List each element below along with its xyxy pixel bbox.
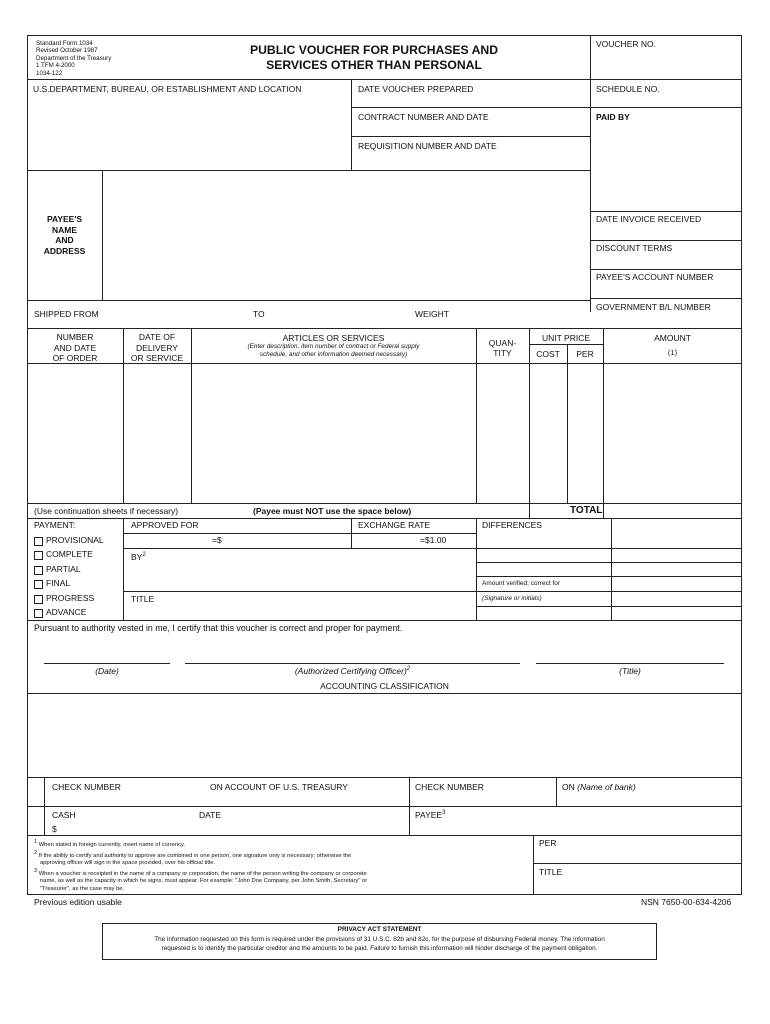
form-info-line: 1 TFM 4-2000: [36, 62, 75, 70]
check-number-label-2: CHECK NUMBER: [415, 782, 484, 792]
footnote-num: 1: [34, 839, 38, 845]
col-articles-label: ARTICLES OR SERVICES: [282, 333, 385, 343]
provisional-label: PROVISIONAL: [46, 535, 104, 545]
discount-terms-label: DISCOUNT TERMS: [596, 243, 673, 253]
date-invoice-label: DATE INVOICE RECEIVED: [596, 214, 702, 224]
privacy-line-2: requested is to identify the particular creditor and the amounts to be paid. Failure to furnish this information will hinder discharge of the payment obligation.: [161, 945, 598, 952]
continuation-note: (Use continuation sheets if necessary): [34, 506, 179, 516]
to-label: TO: [253, 309, 265, 319]
col-date-header: [123, 332, 191, 364]
payment-title-label: TITLE: [131, 594, 155, 604]
col-date-line: OR SERVICE: [130, 353, 184, 363]
amount-note: (1): [667, 348, 678, 357]
payment-label: PAYMENT:: [34, 520, 76, 530]
form-title-line1: PUBLIC VOUCHER FOR PURCHASES AND: [249, 43, 499, 57]
col-number-header: [27, 332, 123, 364]
footnote-line: When stated in foreign currently, insert name of currency.: [38, 841, 186, 848]
form-info-line: 1034-122: [36, 69, 63, 77]
schedule-no-label: SCHEDULE NO.: [596, 84, 660, 94]
exchange-rate-label: EXCHANGE RATE: [358, 520, 431, 530]
footnote-line: name, as well as the capacity in which he signs, must appear. For example: "John Doe Company, per John Smith, Secretary" or: [40, 878, 368, 885]
previous-edition-note: Previous edition usable: [34, 897, 122, 907]
payee-label-line: AND: [55, 235, 74, 245]
form-info-line: Department of the Treasury: [36, 54, 112, 62]
col-qty-line: QUAN-: [488, 338, 517, 348]
partial-label: PARTIAL: [46, 564, 81, 574]
footnote-num: 2: [34, 850, 38, 856]
contract-label: CONTRACT NUMBER AND DATE: [358, 112, 489, 122]
col-articles-note: [191, 343, 476, 359]
complete-checkbox[interactable]: [34, 551, 43, 560]
unit-price-header: UNIT PRICE: [541, 333, 591, 343]
col-number-line: OF ORDER: [52, 353, 98, 363]
department-label: U.S.DEPARTMENT, BUREAU, OR ESTABLISHMENT AND LOCATION: [33, 84, 302, 94]
payee-account-label: PAYEE'S ACCOUNT NUMBER: [596, 272, 714, 282]
officer-signature-field[interactable]: [185, 648, 520, 662]
shipped-from-label: SHIPPED FROM: [34, 309, 99, 319]
form-info-line: Standard Form 1034: [36, 40, 93, 47]
per-header: PER: [576, 349, 594, 359]
footnote-1: [34, 839, 185, 849]
requisition-label: REQUISITION NUMBER AND DATE: [358, 141, 497, 151]
check-payee-sup: 3: [442, 810, 446, 816]
bank-name-caption: (Name of bank): [577, 782, 636, 792]
col-number-line: AND DATE: [53, 342, 97, 353]
col-articles-note-line: (Enter description, item number of contract or Federal supply: [247, 343, 420, 350]
accounting-classification-label: ACCOUNTING CLASSIFICATION: [320, 681, 449, 691]
payee-label-line: PAYEE'S: [46, 214, 83, 224]
footnote-line: approving officer will sign in the space provided, over his official title.: [40, 860, 216, 867]
final-checkbox[interactable]: [34, 580, 43, 589]
final-label: FINAL: [46, 578, 71, 588]
amount-header: AMOUNT: [654, 333, 691, 343]
title-signature-field[interactable]: [536, 648, 724, 662]
total-label: TOTAL: [570, 505, 603, 516]
complete-label: COMPLETE: [46, 549, 93, 559]
approved-for-label: APPROVED FOR: [131, 520, 199, 530]
date-signature-field[interactable]: [44, 648, 170, 662]
privacy-line-1: The information requested on this form is required under the provisions of 31 U.S.C. 82b and 82c, for the purpose of disbursing Federal money. The information: [154, 936, 605, 943]
check-date-label: DATE: [199, 810, 222, 820]
check-number-label: CHECK NUMBER: [52, 782, 121, 792]
col-date-line: DELIVERY: [136, 342, 178, 353]
col-date-line: DATE OF: [138, 332, 176, 342]
check-payee-label: PAYEE: [415, 809, 443, 820]
footnote-line: If the ability to certify and authority to approve are combined in one person, one signature only is necessary; otherwise the: [38, 852, 352, 859]
paid-by-label: PAID BY: [596, 112, 630, 122]
amount-verified-label: Amount verified; correct for: [482, 580, 561, 587]
nsn-number: NSN 7650-00-634-4206: [641, 897, 732, 907]
footnote-line: "Treasurer", as the case may be.: [40, 885, 125, 892]
footnote-3: [34, 868, 367, 893]
cash-dollar-sign: $: [52, 824, 57, 834]
advance-label: ADVANCE: [46, 607, 87, 617]
voucher-no-label: VOUCHER NO.: [596, 39, 656, 49]
certification-statement: Pursuant to authority vested in me, I certify that this voucher is correct and proper for payment.: [34, 623, 403, 633]
footnote-num: 3: [34, 868, 38, 874]
privacy-title: PRIVACY ACT STATEMENT: [337, 926, 422, 933]
payee-label-line: ADDRESS: [43, 245, 86, 256]
gov-bl-label: GOVERNMENT B/L NUMBER: [596, 302, 711, 312]
payee-not-use-note: (Payee must NOT use the space below): [253, 506, 412, 516]
form-info-line: Revised October 1987: [36, 47, 98, 55]
form-title-line2: SERVICES OTHER THAN PERSONAL: [266, 58, 482, 72]
treasury-label: ON ACCOUNT OF U.S. TREASURY: [210, 782, 348, 792]
weight-label: WEIGHT: [415, 309, 449, 319]
by-label: BY: [131, 551, 143, 562]
payee-label-line: NAME: [51, 224, 78, 235]
progress-checkbox[interactable]: [34, 595, 43, 604]
payee-label: [27, 214, 102, 256]
col-number-line: NUMBER: [56, 332, 94, 342]
provisional-checkbox[interactable]: [34, 537, 43, 546]
check-title-label: TITLE: [539, 867, 563, 877]
progress-label: PROGRESS: [46, 593, 95, 603]
cash-label: CASH: [52, 810, 76, 820]
form-info: [36, 40, 111, 77]
exchange-equals: =$1.00: [420, 535, 447, 545]
differences-label: DIFFERENCES: [482, 520, 542, 530]
check-per-label: PER: [539, 838, 557, 848]
by-sup: 2: [142, 552, 146, 558]
footnote-2: [34, 850, 351, 868]
cost-header: COST: [536, 349, 560, 359]
footnote-line: When a voucher is receipted in the name of a company or corporation, the name of the person writing the company or corporate: [38, 870, 367, 877]
on-bank-label: ON: [562, 782, 575, 792]
col-articles-note-line: schedule, and other information deemed necessary): [259, 351, 408, 358]
form-border: [27, 35, 742, 895]
date-prepared-label: DATE VOUCHER PREPARED: [358, 84, 474, 94]
signature-label: (Signature or initials): [482, 595, 542, 602]
col-articles-header: [191, 333, 476, 359]
col-qty-header: [476, 338, 529, 358]
cert-title-caption: (Title): [619, 666, 641, 676]
cert-officer-sup: 2: [406, 666, 411, 672]
partial-checkbox[interactable]: [34, 566, 43, 575]
approved-equals: =$: [212, 535, 222, 545]
cert-officer-caption: (Authorized Certifying Officer): [294, 665, 407, 676]
form-title: [200, 43, 548, 73]
cert-date-caption: (Date): [95, 666, 119, 676]
advance-checkbox[interactable]: [34, 609, 43, 618]
col-qty-line: TITY: [493, 348, 512, 358]
